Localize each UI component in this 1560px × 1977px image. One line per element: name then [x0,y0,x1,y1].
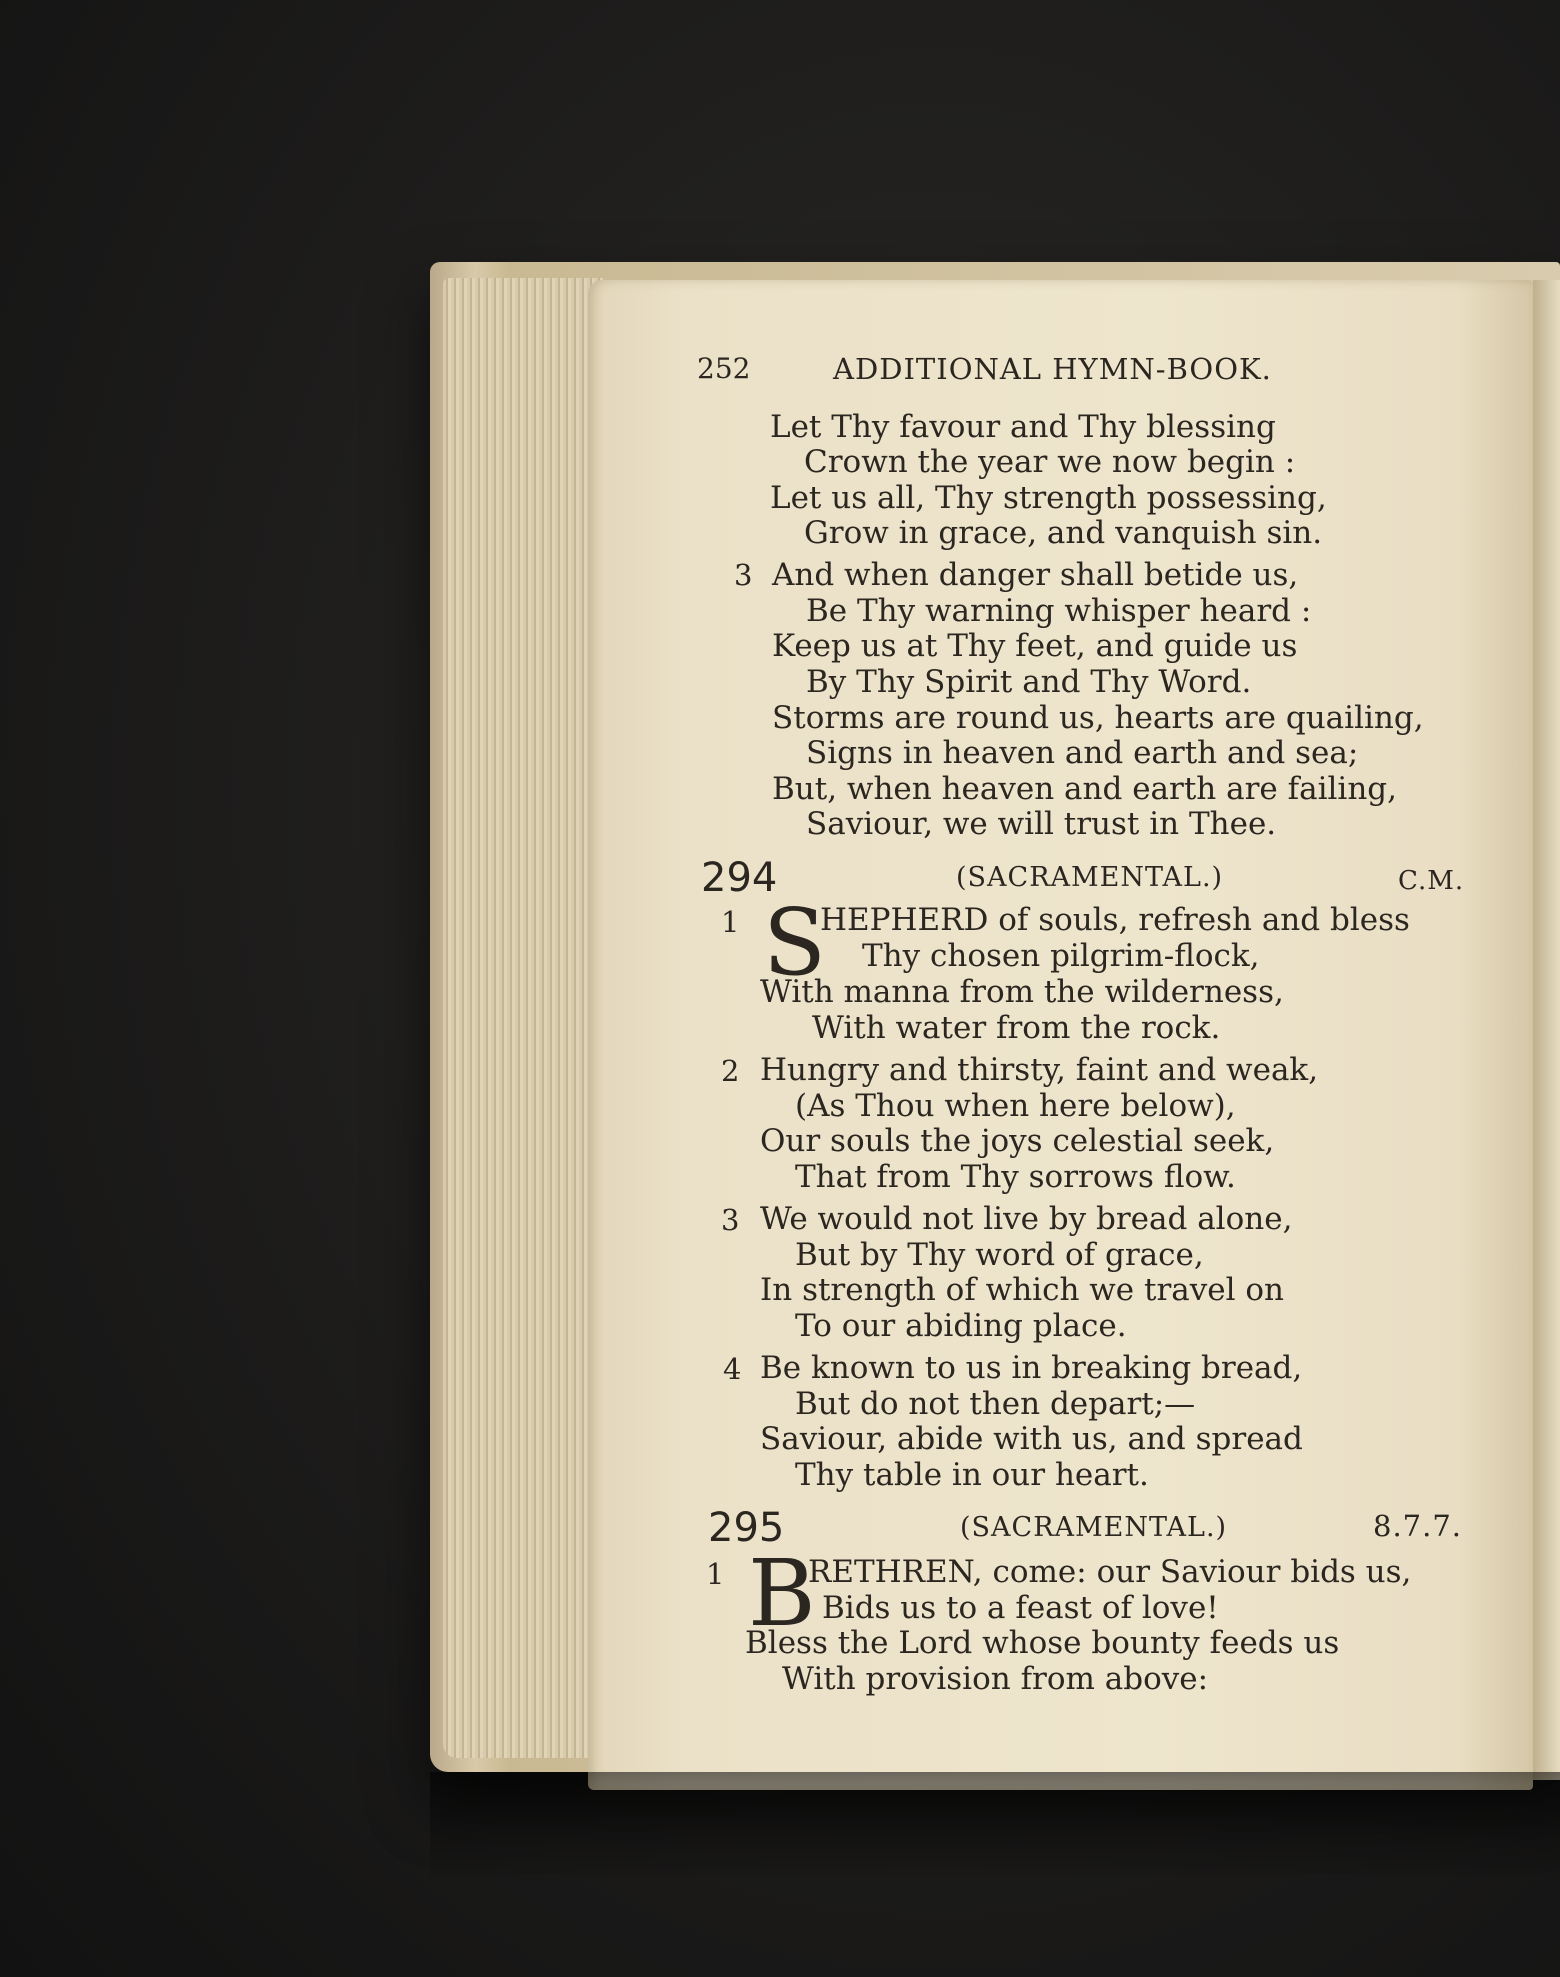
hymn-line: But, when heaven and earth are failing, [772,771,1397,807]
verse-number: 1 [721,905,740,939]
hymn-category: (SACRAMENTAL.) [960,1512,1228,1543]
hymn-line: In strength of which we travel on [760,1272,1285,1308]
hymn-line: By Thy Spirit and Thy Word. [806,664,1252,700]
hymn-line: Saviour, abide with us, and spread [760,1421,1303,1457]
hymn-line: Be known to us in breaking bread, [760,1350,1303,1386]
hymn-line: With water from the rock. [812,1010,1221,1046]
verse-number: 3 [734,558,753,592]
hymn-line: Let Thy favour and Thy blessing [770,409,1276,445]
hymn-line: But do not then depart;— [795,1386,1196,1422]
hymn-number: 294 [701,855,778,901]
verse-number: 3 [721,1203,740,1237]
hymn-line: Keep us at Thy feet, and guide us [772,628,1298,664]
hymn-line: Saviour, we will trust in Thee. [806,806,1277,842]
drop-cap: S [763,889,827,996]
hymn-line: Bless the Lord whose bounty feeds us [745,1625,1340,1661]
hymn-line: That from Thy sorrows flow. [795,1159,1236,1195]
hymn-meter: 8.7.7. [1373,1509,1463,1543]
hymn-line: Our souls the joys celestial seek, [760,1123,1275,1159]
running-title: ADDITIONAL HYMN-BOOK. [833,352,1272,386]
hymn-line: Grow in grace, and vanquish sin. [804,515,1323,551]
hymn-line: We would not live by bread alone, [760,1201,1293,1237]
hymn-number: 295 [708,1505,785,1551]
hymn-line: Bids us to a feast of love! [822,1590,1219,1626]
hymn-line: Hungry and thirsty, faint and weak, [760,1052,1319,1088]
hymn-line: With provision from above: [782,1661,1209,1697]
hymn-line: And when danger shall betide us, [772,557,1299,593]
hymn-line: But by Thy word of grace, [795,1237,1204,1273]
hymn-line: RETHREN, come: our Saviour bids us, [808,1554,1412,1590]
verse-number: 4 [723,1352,742,1386]
hymn-line: Thy table in our heart. [795,1457,1149,1493]
page-number: 252 [697,352,751,385]
drop-cap: B [748,1540,816,1647]
hymn-line: Thy chosen pilgrim-flock, [862,938,1260,974]
verse-number: 1 [706,1557,725,1591]
hymn-line: Be Thy warning whisper heard : [806,593,1312,629]
hymn-line: Let us all, Thy strength possessing, [770,480,1327,516]
hymn-line: With manna from the wilderness, [760,974,1284,1010]
facing-page-edge [1533,280,1560,1780]
verse-number: 2 [721,1054,740,1088]
hymn-line: (As Thou when here below), [795,1088,1236,1124]
page-edges-stack [443,278,603,1758]
hymn-line: HEPHERD of souls, refresh and bless [820,902,1410,938]
hymn-meter: C.M. [1398,866,1465,896]
hymn-line: Storms are round us, hearts are quailing, [772,700,1424,736]
hymn-line: Crown the year we now begin : [804,444,1296,480]
book-shadow [430,1772,1560,1882]
hymn-line: To our abiding place. [795,1308,1127,1344]
hymn-line: Signs in heaven and earth and sea; [806,735,1359,771]
hymn-category: (SACRAMENTAL.) [956,862,1224,893]
